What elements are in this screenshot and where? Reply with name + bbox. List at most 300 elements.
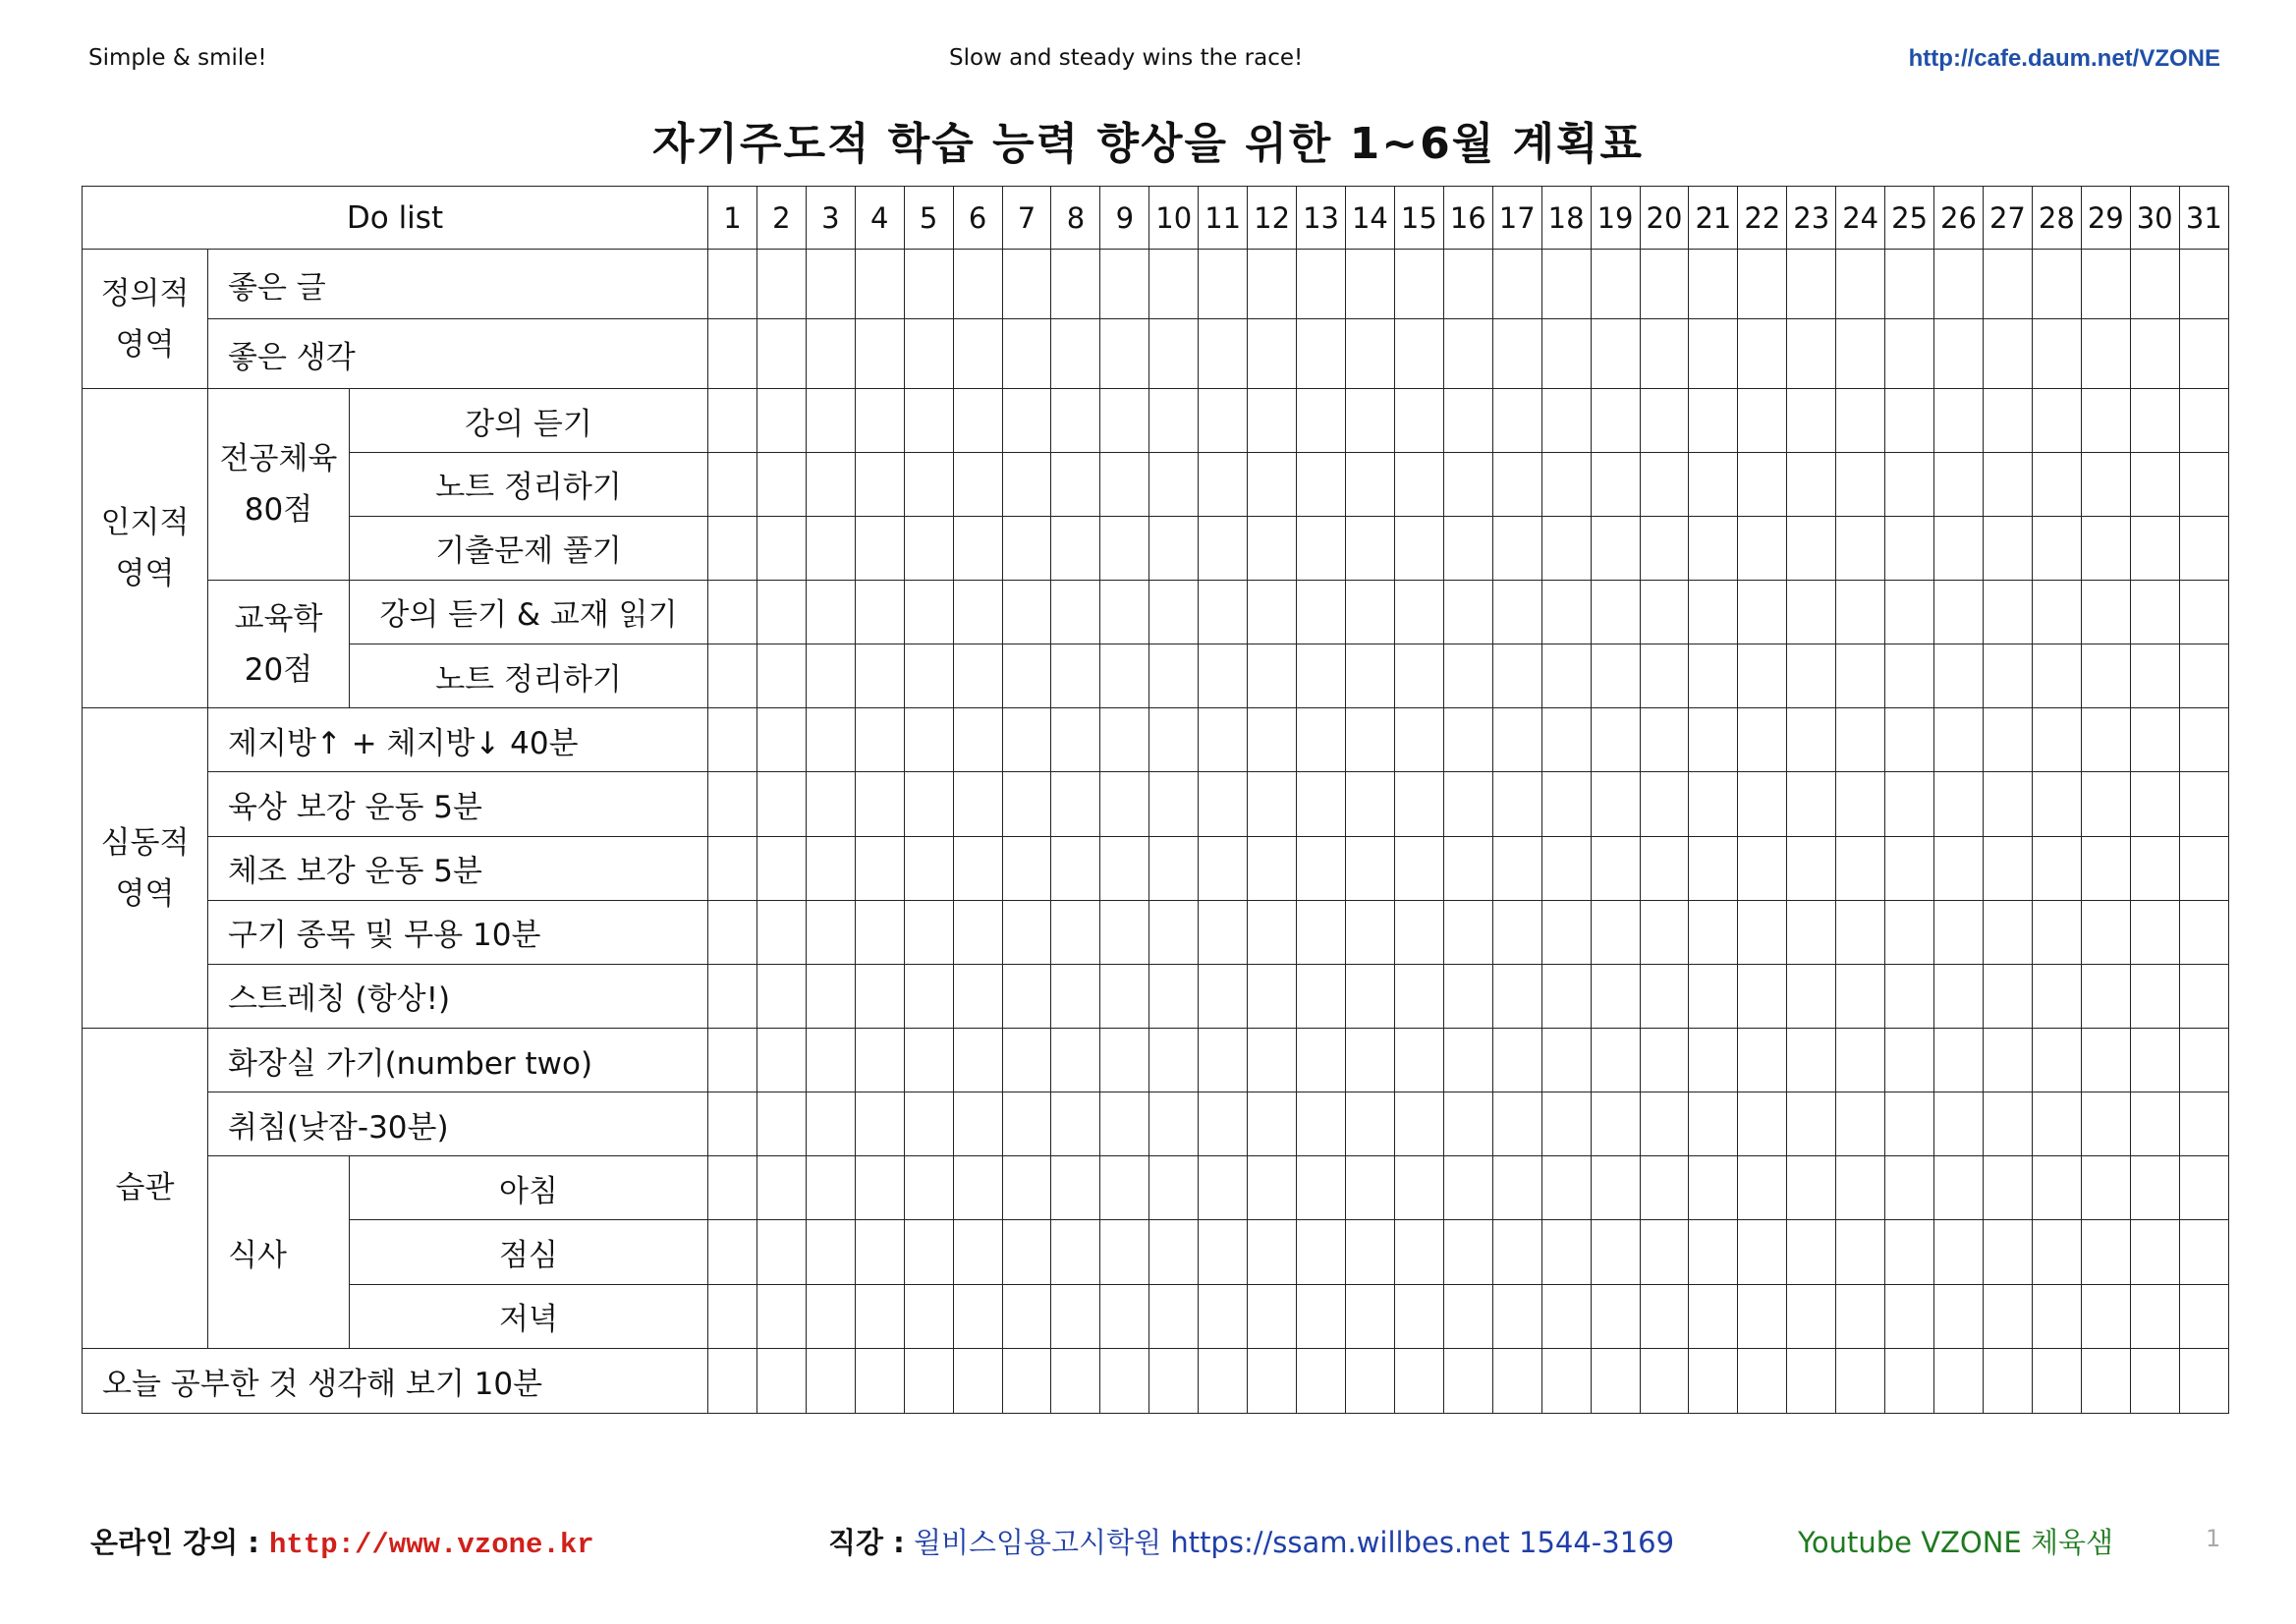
day-check-cell[interactable]	[1591, 900, 1640, 964]
day-check-cell[interactable]	[1345, 1284, 1394, 1348]
day-check-cell[interactable]	[1541, 644, 1591, 708]
day-check-cell[interactable]	[1345, 964, 1394, 1028]
day-check-cell[interactable]	[2179, 644, 2228, 708]
day-check-cell[interactable]	[2179, 516, 2228, 580]
day-check-cell[interactable]	[806, 836, 855, 900]
day-check-cell[interactable]	[1100, 708, 1149, 772]
day-check-cell[interactable]	[806, 1348, 855, 1413]
day-check-cell[interactable]	[1199, 580, 1248, 644]
day-check-cell[interactable]	[2130, 708, 2179, 772]
day-check-cell[interactable]	[953, 389, 1002, 452]
day-check-cell[interactable]	[904, 964, 953, 1028]
day-check-cell[interactable]	[1443, 580, 1492, 644]
day-check-cell[interactable]	[1199, 1284, 1248, 1348]
day-check-cell[interactable]	[1199, 1220, 1248, 1284]
day-check-cell[interactable]	[1248, 516, 1297, 580]
day-check-cell[interactable]	[1836, 452, 1885, 516]
day-check-cell[interactable]	[855, 1092, 904, 1156]
day-check-cell[interactable]	[1002, 964, 1051, 1028]
day-check-cell[interactable]	[1394, 964, 1443, 1028]
day-check-cell[interactable]	[1394, 644, 1443, 708]
day-check-cell[interactable]	[1591, 1284, 1640, 1348]
day-check-cell[interactable]	[1541, 1220, 1591, 1284]
day-check-cell[interactable]	[1443, 1220, 1492, 1284]
day-check-cell[interactable]	[1199, 772, 1248, 836]
day-check-cell[interactable]	[1591, 644, 1640, 708]
day-check-cell[interactable]	[2032, 319, 2081, 389]
day-check-cell[interactable]	[904, 772, 953, 836]
day-check-cell[interactable]	[1591, 836, 1640, 900]
day-check-cell[interactable]	[1738, 772, 1787, 836]
day-check-cell[interactable]	[1002, 250, 1051, 319]
day-check-cell[interactable]	[1051, 1348, 1100, 1413]
day-check-cell[interactable]	[1492, 580, 1541, 644]
day-check-cell[interactable]	[2130, 1220, 2179, 1284]
day-check-cell[interactable]	[855, 836, 904, 900]
day-check-cell[interactable]	[1443, 708, 1492, 772]
day-check-cell[interactable]	[1297, 250, 1346, 319]
day-check-cell[interactable]	[1002, 516, 1051, 580]
day-check-cell[interactable]	[1345, 900, 1394, 964]
day-check-cell[interactable]	[1591, 772, 1640, 836]
day-check-cell[interactable]	[2179, 250, 2228, 319]
day-check-cell[interactable]	[1934, 1156, 1984, 1220]
day-check-cell[interactable]	[1738, 580, 1787, 644]
day-check-cell[interactable]	[1443, 319, 1492, 389]
day-check-cell[interactable]	[1002, 319, 1051, 389]
day-check-cell[interactable]	[1885, 452, 1934, 516]
day-check-cell[interactable]	[1885, 1220, 1934, 1284]
day-check-cell[interactable]	[1836, 580, 1885, 644]
day-check-cell[interactable]	[1443, 516, 1492, 580]
day-check-cell[interactable]	[1002, 1220, 1051, 1284]
day-check-cell[interactable]	[1541, 1348, 1591, 1413]
day-check-cell[interactable]	[1492, 1092, 1541, 1156]
day-check-cell[interactable]	[1248, 319, 1297, 389]
day-check-cell[interactable]	[1738, 1156, 1787, 1220]
day-check-cell[interactable]	[1738, 836, 1787, 900]
day-check-cell[interactable]	[1002, 1029, 1051, 1092]
day-check-cell[interactable]	[1149, 580, 1199, 644]
day-check-cell[interactable]	[1689, 964, 1738, 1028]
day-check-cell[interactable]	[756, 580, 806, 644]
day-check-cell[interactable]	[1051, 319, 1100, 389]
day-check-cell[interactable]	[1051, 1284, 1100, 1348]
day-check-cell[interactable]	[1885, 580, 1934, 644]
day-check-cell[interactable]	[1640, 1029, 1689, 1092]
day-check-cell[interactable]	[806, 452, 855, 516]
day-check-cell[interactable]	[2032, 900, 2081, 964]
day-check-cell[interactable]	[756, 1220, 806, 1284]
day-check-cell[interactable]	[2130, 1092, 2179, 1156]
day-check-cell[interactable]	[2032, 452, 2081, 516]
day-check-cell[interactable]	[904, 452, 953, 516]
day-check-cell[interactable]	[2081, 964, 2130, 1028]
day-check-cell[interactable]	[1002, 389, 1051, 452]
footer-youtube[interactable]: Youtube VZONE 체육샘	[1798, 1526, 2114, 1559]
day-check-cell[interactable]	[2179, 1092, 2228, 1156]
day-check-cell[interactable]	[1492, 1220, 1541, 1284]
day-check-cell[interactable]	[2032, 836, 2081, 900]
day-check-cell[interactable]	[1002, 1092, 1051, 1156]
day-check-cell[interactable]	[904, 708, 953, 772]
day-check-cell[interactable]	[1738, 1092, 1787, 1156]
day-check-cell[interactable]	[1345, 580, 1394, 644]
day-check-cell[interactable]	[708, 1284, 757, 1348]
day-check-cell[interactable]	[2032, 1156, 2081, 1220]
day-check-cell[interactable]	[2130, 964, 2179, 1028]
day-check-cell[interactable]	[1199, 452, 1248, 516]
day-check-cell[interactable]	[2032, 250, 2081, 319]
day-check-cell[interactable]	[1787, 964, 1836, 1028]
day-check-cell[interactable]	[1248, 836, 1297, 900]
day-check-cell[interactable]	[1394, 516, 1443, 580]
day-check-cell[interactable]	[1443, 250, 1492, 319]
day-check-cell[interactable]	[953, 250, 1002, 319]
day-check-cell[interactable]	[1738, 516, 1787, 580]
day-check-cell[interactable]	[1689, 580, 1738, 644]
day-check-cell[interactable]	[2081, 516, 2130, 580]
day-check-cell[interactable]	[1983, 389, 2032, 452]
day-check-cell[interactable]	[2032, 964, 2081, 1028]
day-check-cell[interactable]	[1689, 708, 1738, 772]
day-check-cell[interactable]	[756, 1284, 806, 1348]
day-check-cell[interactable]	[1934, 1220, 1984, 1284]
day-check-cell[interactable]	[1689, 1348, 1738, 1413]
day-check-cell[interactable]	[1002, 452, 1051, 516]
day-check-cell[interactable]	[1640, 319, 1689, 389]
day-check-cell[interactable]	[1492, 1284, 1541, 1348]
day-check-cell[interactable]	[806, 772, 855, 836]
day-check-cell[interactable]	[1885, 900, 1934, 964]
day-check-cell[interactable]	[806, 1156, 855, 1220]
day-check-cell[interactable]	[2179, 1029, 2228, 1092]
day-check-cell[interactable]	[1934, 836, 1984, 900]
day-check-cell[interactable]	[1885, 1156, 1934, 1220]
day-check-cell[interactable]	[855, 580, 904, 644]
day-check-cell[interactable]	[1934, 1092, 1984, 1156]
day-check-cell[interactable]	[1738, 964, 1787, 1028]
day-check-cell[interactable]	[1345, 1029, 1394, 1092]
day-check-cell[interactable]	[1100, 772, 1149, 836]
day-check-cell[interactable]	[855, 772, 904, 836]
day-check-cell[interactable]	[2179, 580, 2228, 644]
day-check-cell[interactable]	[1787, 319, 1836, 389]
day-check-cell[interactable]	[855, 1348, 904, 1413]
day-check-cell[interactable]	[2130, 1284, 2179, 1348]
day-check-cell[interactable]	[1149, 964, 1199, 1028]
day-check-cell[interactable]	[953, 1284, 1002, 1348]
day-check-cell[interactable]	[1541, 772, 1591, 836]
day-check-cell[interactable]	[1787, 516, 1836, 580]
day-check-cell[interactable]	[1149, 772, 1199, 836]
day-check-cell[interactable]	[1934, 1284, 1984, 1348]
day-check-cell[interactable]	[1787, 452, 1836, 516]
day-check-cell[interactable]	[1640, 964, 1689, 1028]
day-check-cell[interactable]	[1934, 708, 1984, 772]
day-check-cell[interactable]	[1640, 1220, 1689, 1284]
day-check-cell[interactable]	[1248, 580, 1297, 644]
day-check-cell[interactable]	[1836, 319, 1885, 389]
day-check-cell[interactable]	[708, 319, 757, 389]
day-check-cell[interactable]	[1443, 1156, 1492, 1220]
day-check-cell[interactable]	[1689, 1220, 1738, 1284]
day-check-cell[interactable]	[953, 1092, 1002, 1156]
day-check-cell[interactable]	[1541, 1156, 1591, 1220]
day-check-cell[interactable]	[1051, 1220, 1100, 1284]
day-check-cell[interactable]	[1492, 836, 1541, 900]
day-check-cell[interactable]	[1100, 516, 1149, 580]
day-check-cell[interactable]	[806, 708, 855, 772]
day-check-cell[interactable]	[2130, 1156, 2179, 1220]
day-check-cell[interactable]	[708, 516, 757, 580]
day-check-cell[interactable]	[1051, 708, 1100, 772]
day-check-cell[interactable]	[1689, 389, 1738, 452]
day-check-cell[interactable]	[1297, 389, 1346, 452]
day-check-cell[interactable]	[2081, 1092, 2130, 1156]
day-check-cell[interactable]	[1345, 1220, 1394, 1284]
day-check-cell[interactable]	[1787, 389, 1836, 452]
day-check-cell[interactable]	[1738, 708, 1787, 772]
day-check-cell[interactable]	[1640, 1348, 1689, 1413]
day-check-cell[interactable]	[708, 964, 757, 1028]
day-check-cell[interactable]	[1002, 1156, 1051, 1220]
day-check-cell[interactable]	[1297, 516, 1346, 580]
day-check-cell[interactable]	[1199, 964, 1248, 1028]
day-check-cell[interactable]	[2130, 389, 2179, 452]
day-check-cell[interactable]	[1885, 708, 1934, 772]
day-check-cell[interactable]	[708, 708, 757, 772]
day-check-cell[interactable]	[2179, 1284, 2228, 1348]
day-check-cell[interactable]	[1591, 452, 1640, 516]
day-check-cell[interactable]	[1836, 1284, 1885, 1348]
day-check-cell[interactable]	[855, 389, 904, 452]
day-check-cell[interactable]	[1248, 1092, 1297, 1156]
day-check-cell[interactable]	[2081, 900, 2130, 964]
day-check-cell[interactable]	[756, 1092, 806, 1156]
day-check-cell[interactable]	[1248, 644, 1297, 708]
day-check-cell[interactable]	[1934, 900, 1984, 964]
day-check-cell[interactable]	[1836, 1220, 1885, 1284]
day-check-cell[interactable]	[1051, 1092, 1100, 1156]
day-check-cell[interactable]	[1541, 250, 1591, 319]
day-check-cell[interactable]	[708, 389, 757, 452]
day-check-cell[interactable]	[904, 1092, 953, 1156]
day-check-cell[interactable]	[1836, 250, 1885, 319]
day-check-cell[interactable]	[1738, 389, 1787, 452]
day-check-cell[interactable]	[806, 516, 855, 580]
day-check-cell[interactable]	[1051, 580, 1100, 644]
day-check-cell[interactable]	[855, 1284, 904, 1348]
day-check-cell[interactable]	[1248, 1284, 1297, 1348]
day-check-cell[interactable]	[1934, 644, 1984, 708]
day-check-cell[interactable]	[1248, 1156, 1297, 1220]
day-check-cell[interactable]	[2032, 580, 2081, 644]
day-check-cell[interactable]	[708, 1092, 757, 1156]
day-check-cell[interactable]	[1787, 1284, 1836, 1348]
day-check-cell[interactable]	[708, 772, 757, 836]
day-check-cell[interactable]	[1934, 1348, 1984, 1413]
day-check-cell[interactable]	[1149, 1220, 1199, 1284]
day-check-cell[interactable]	[2081, 452, 2130, 516]
day-check-cell[interactable]	[1149, 389, 1199, 452]
day-check-cell[interactable]	[904, 644, 953, 708]
day-check-cell[interactable]	[855, 644, 904, 708]
day-check-cell[interactable]	[1885, 1348, 1934, 1413]
day-check-cell[interactable]	[1199, 516, 1248, 580]
day-check-cell[interactable]	[1885, 389, 1934, 452]
day-check-cell[interactable]	[1541, 708, 1591, 772]
day-check-cell[interactable]	[2032, 644, 2081, 708]
day-check-cell[interactable]	[1689, 1284, 1738, 1348]
day-check-cell[interactable]	[1787, 1220, 1836, 1284]
day-check-cell[interactable]	[1541, 1029, 1591, 1092]
day-check-cell[interactable]	[1100, 1029, 1149, 1092]
day-check-cell[interactable]	[1591, 580, 1640, 644]
day-check-cell[interactable]	[806, 580, 855, 644]
day-check-cell[interactable]	[1738, 319, 1787, 389]
day-check-cell[interactable]	[2081, 644, 2130, 708]
day-check-cell[interactable]	[1100, 644, 1149, 708]
day-check-cell[interactable]	[1149, 1092, 1199, 1156]
day-check-cell[interactable]	[1885, 1284, 1934, 1348]
day-check-cell[interactable]	[904, 1284, 953, 1348]
day-check-cell[interactable]	[904, 516, 953, 580]
day-check-cell[interactable]	[1689, 836, 1738, 900]
day-check-cell[interactable]	[2081, 250, 2130, 319]
day-check-cell[interactable]	[1394, 772, 1443, 836]
day-check-cell[interactable]	[2179, 772, 2228, 836]
day-check-cell[interactable]	[1787, 1348, 1836, 1413]
day-check-cell[interactable]	[1591, 1348, 1640, 1413]
day-check-cell[interactable]	[756, 772, 806, 836]
day-check-cell[interactable]	[855, 1029, 904, 1092]
day-check-cell[interactable]	[1934, 319, 1984, 389]
day-check-cell[interactable]	[756, 1156, 806, 1220]
day-check-cell[interactable]	[1492, 319, 1541, 389]
day-check-cell[interactable]	[1640, 516, 1689, 580]
day-check-cell[interactable]	[1394, 708, 1443, 772]
day-check-cell[interactable]	[1394, 452, 1443, 516]
day-check-cell[interactable]	[756, 900, 806, 964]
day-check-cell[interactable]	[2179, 708, 2228, 772]
day-check-cell[interactable]	[2179, 836, 2228, 900]
day-check-cell[interactable]	[1394, 900, 1443, 964]
day-check-cell[interactable]	[1248, 250, 1297, 319]
day-check-cell[interactable]	[1051, 250, 1100, 319]
day-check-cell[interactable]	[2081, 836, 2130, 900]
day-check-cell[interactable]	[1199, 644, 1248, 708]
day-check-cell[interactable]	[2130, 452, 2179, 516]
day-check-cell[interactable]	[756, 250, 806, 319]
day-check-cell[interactable]	[1689, 1156, 1738, 1220]
day-check-cell[interactable]	[1885, 1029, 1934, 1092]
day-check-cell[interactable]	[953, 964, 1002, 1028]
day-check-cell[interactable]	[1100, 1284, 1149, 1348]
day-check-cell[interactable]	[1983, 644, 2032, 708]
day-check-cell[interactable]	[1149, 900, 1199, 964]
day-check-cell[interactable]	[1443, 1092, 1492, 1156]
day-check-cell[interactable]	[1051, 964, 1100, 1028]
day-check-cell[interactable]	[1836, 708, 1885, 772]
day-check-cell[interactable]	[1443, 1348, 1492, 1413]
day-check-cell[interactable]	[1051, 389, 1100, 452]
day-check-cell[interactable]	[1836, 516, 1885, 580]
day-check-cell[interactable]	[1248, 964, 1297, 1028]
day-check-cell[interactable]	[855, 452, 904, 516]
day-check-cell[interactable]	[1541, 1092, 1591, 1156]
day-check-cell[interactable]	[1443, 644, 1492, 708]
day-check-cell[interactable]	[1149, 516, 1199, 580]
day-check-cell[interactable]	[1002, 708, 1051, 772]
day-check-cell[interactable]	[1002, 1348, 1051, 1413]
day-check-cell[interactable]	[1787, 900, 1836, 964]
day-check-cell[interactable]	[1934, 452, 1984, 516]
day-check-cell[interactable]	[1345, 1092, 1394, 1156]
day-check-cell[interactable]	[756, 452, 806, 516]
day-check-cell[interactable]	[1394, 250, 1443, 319]
day-check-cell[interactable]	[2032, 516, 2081, 580]
day-check-cell[interactable]	[1738, 644, 1787, 708]
day-check-cell[interactable]	[1297, 1156, 1346, 1220]
day-check-cell[interactable]	[2032, 1029, 2081, 1092]
day-check-cell[interactable]	[1541, 452, 1591, 516]
day-check-cell[interactable]	[1002, 900, 1051, 964]
day-check-cell[interactable]	[1051, 1029, 1100, 1092]
day-check-cell[interactable]	[1100, 389, 1149, 452]
day-check-cell[interactable]	[1199, 900, 1248, 964]
day-check-cell[interactable]	[1640, 1092, 1689, 1156]
day-check-cell[interactable]	[756, 708, 806, 772]
day-check-cell[interactable]	[756, 1348, 806, 1413]
day-check-cell[interactable]	[1983, 1092, 2032, 1156]
day-check-cell[interactable]	[1689, 1029, 1738, 1092]
day-check-cell[interactable]	[1836, 389, 1885, 452]
day-check-cell[interactable]	[2032, 708, 2081, 772]
day-check-cell[interactable]	[1934, 772, 1984, 836]
day-check-cell[interactable]	[1199, 836, 1248, 900]
day-check-cell[interactable]	[953, 708, 1002, 772]
day-check-cell[interactable]	[1885, 836, 1934, 900]
day-check-cell[interactable]	[1100, 452, 1149, 516]
day-check-cell[interactable]	[1345, 1348, 1394, 1413]
day-check-cell[interactable]	[1394, 580, 1443, 644]
day-check-cell[interactable]	[1345, 772, 1394, 836]
day-check-cell[interactable]	[1541, 900, 1591, 964]
day-check-cell[interactable]	[708, 250, 757, 319]
day-check-cell[interactable]	[1297, 1284, 1346, 1348]
day-check-cell[interactable]	[1297, 708, 1346, 772]
day-check-cell[interactable]	[756, 1029, 806, 1092]
day-check-cell[interactable]	[1100, 319, 1149, 389]
day-check-cell[interactable]	[1591, 1220, 1640, 1284]
day-check-cell[interactable]	[1541, 319, 1591, 389]
day-check-cell[interactable]	[2032, 1092, 2081, 1156]
day-check-cell[interactable]	[953, 836, 1002, 900]
day-check-cell[interactable]	[1297, 1220, 1346, 1284]
day-check-cell[interactable]	[806, 964, 855, 1028]
day-check-cell[interactable]	[1640, 580, 1689, 644]
day-check-cell[interactable]	[1051, 772, 1100, 836]
day-check-cell[interactable]	[1591, 708, 1640, 772]
day-check-cell[interactable]	[1983, 1284, 2032, 1348]
day-check-cell[interactable]	[2032, 389, 2081, 452]
day-check-cell[interactable]	[1934, 516, 1984, 580]
day-check-cell[interactable]	[1345, 389, 1394, 452]
day-check-cell[interactable]	[1443, 389, 1492, 452]
day-check-cell[interactable]	[1100, 900, 1149, 964]
day-check-cell[interactable]	[1836, 1092, 1885, 1156]
